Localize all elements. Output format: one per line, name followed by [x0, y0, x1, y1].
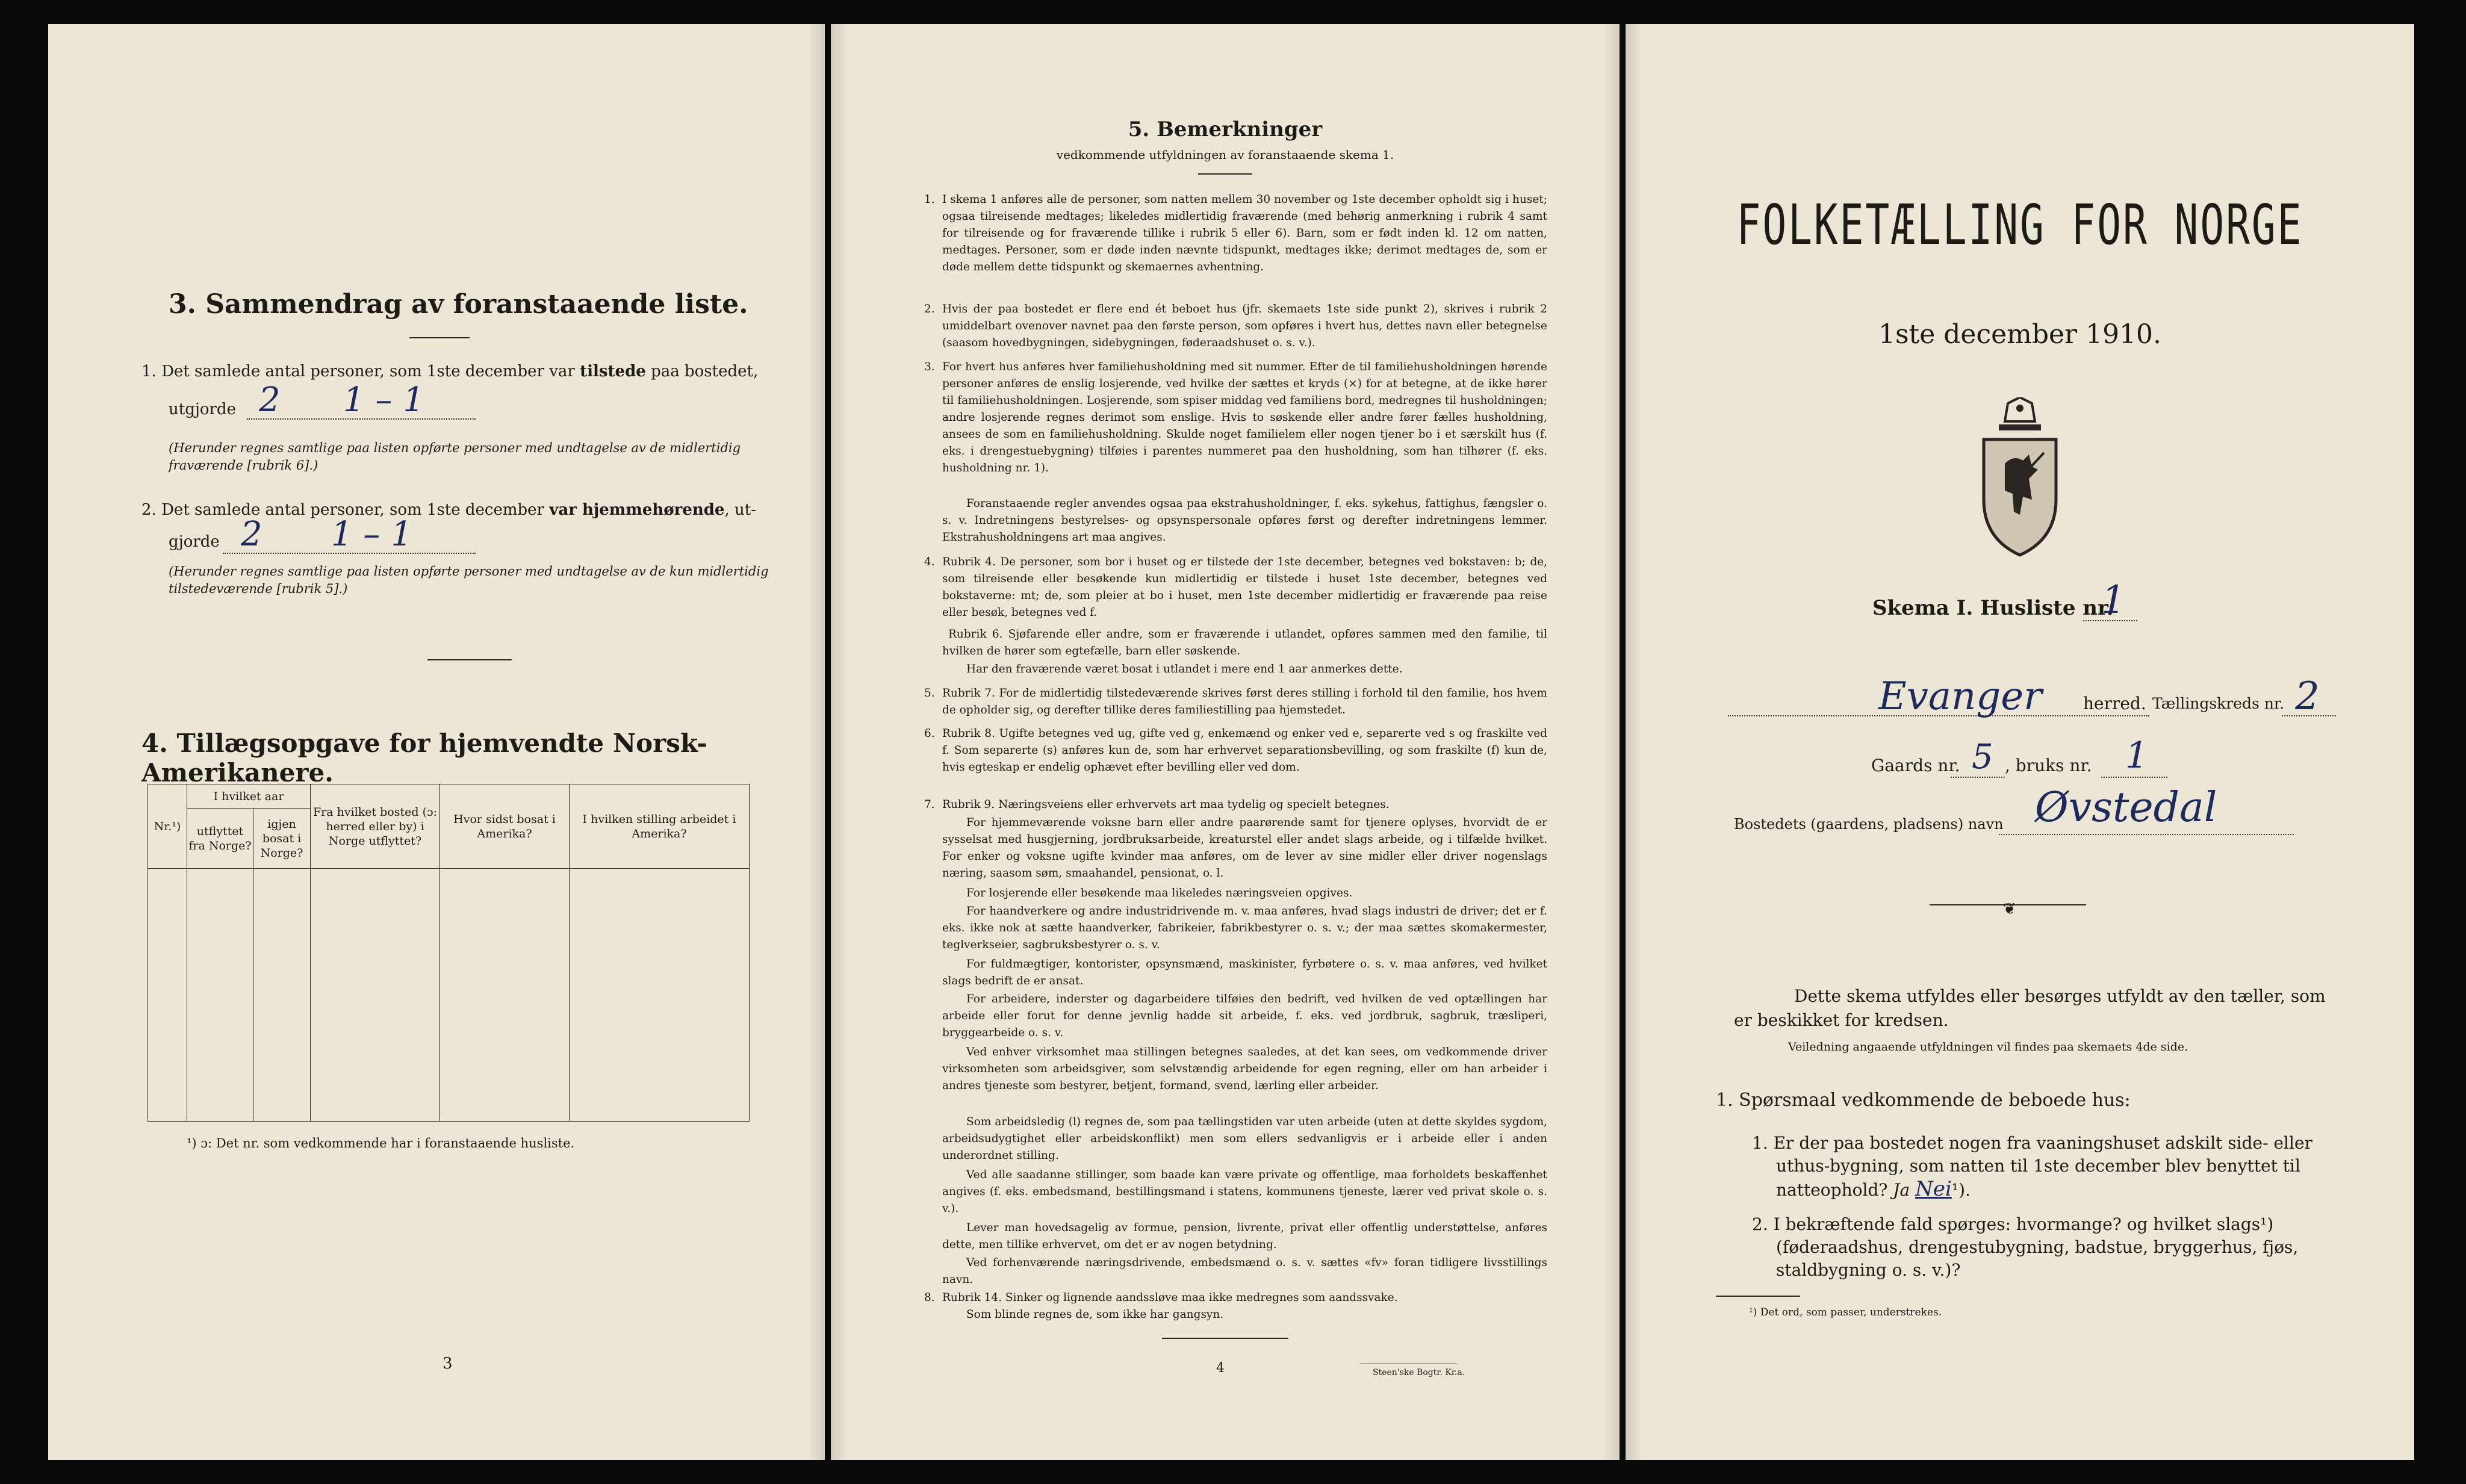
remark-7: 7. Rubrik 9. Næringsveiens eller erhvervets art maa tydelig og specielt betegnes.	[924, 798, 1390, 811]
table-body-empty	[148, 869, 750, 1122]
remarks-subtitle: vedkommende utfyldningen av foranstaaende skema 1.	[1056, 147, 1394, 162]
item-text: paa bostedet,	[651, 362, 759, 380]
remark-5: 5. Rubrik 7. For de midlertidig tilstedeværende skrives først deres stilling i forhold til den familie, hos hvem de opholder sig, og derefter tillike deres familiestilling paa hjemstedet.	[924, 687, 1547, 716]
instruction-text: Dette skema utfyldes eller besørges utfyldt av den tæller, som er beskikket for kredsen.	[1734, 986, 2326, 1030]
section3-item2	[141, 500, 792, 520]
item-text-bold: var hjemmehørende	[549, 501, 725, 519]
item-text: , ut-	[724, 501, 756, 519]
kreds-label: Tællingskreds nr.	[2152, 695, 2285, 712]
col-utflyttet: utflyttet fra Norge?	[187, 809, 253, 869]
remark-2: 2. Hvis der paa bostedet er flere end ét beboet hus (jfr. skemaets 1ste side punkt 2), skrives i rubrik 2 umiddelbart ovenover navnet paa den første person, som opføres i hvert hus, dettes navn eller betegnelse (saasom hovedbygningen, sidebygningen, føderaadshuset o. s. v.).	[924, 303, 1547, 349]
remark-7h: Ved alle saadanne stillinger, som baade kan være private og offentlige, maa forholdets beskaffenhet angives (f. eks. embedsmand, bestillingsmand i statens, kommunens tjeneste, lærer ved privat skole o. s. v.).	[942, 1169, 1547, 1215]
item1-note: (Herunder regnes samtlige paa listen opførte personer med undtagelse av de midlertidig fraværende [rubrik 6].)	[169, 441, 741, 473]
norsk-amerikanere-table	[148, 784, 750, 1122]
divider	[409, 337, 470, 338]
handwritten-answer-nei: Nei	[1915, 1177, 1952, 1201]
page-right	[1626, 24, 2414, 1460]
remark-4: 4. Rubrik 4. De personer, som bor i huset og er tilstede der 1ste december, betegnes ved bokstaven: b; de, som tilreisende eller besøkende kun midlertidig er tilstede i huset 1ste december, betegnes ved bokstaverne: mt; de, som pleier at bo i huset, men 1ste december midlertidig er fraværende paa reise eller besøk, betegnes ved f.	[924, 556, 1547, 619]
handwritten-total: 2	[241, 515, 262, 554]
col-stilling: I hvilken stilling arbeidet i Amerika?	[570, 784, 750, 869]
section3-title: 3. Sammendrag av foranstaaende liste.	[169, 289, 748, 320]
remark-8b: Som blinde regnes de, som ikke har gangsyn.	[966, 1308, 1224, 1321]
remark-8: 8. Rubrik 14. Sinker og lignende aandssløve maa ikke medregnes som aandssvake.	[924, 1291, 1398, 1304]
remark-4c: Har den fraværende været bosat i utlandet i mere end 1 aar anmerkes dette.	[966, 663, 1403, 675]
col-group-year: I hvilket aar	[187, 784, 311, 809]
remark-7d: For fuldmægtiger, kontorister, opsynsmænd, maskinister, fyrbøtere o. s. v. maa anføres, ved hvilket slags bedrift de er ansat.	[942, 958, 1547, 987]
page-number: 3	[443, 1355, 453, 1373]
section4-title: 4. Tillægsopgave for hjemvendte Norsk-Amerikanere.	[141, 728, 707, 787]
handwritten-kreds-nr: 2	[2295, 674, 2320, 719]
page-fold-shadow	[1603, 24, 1620, 1460]
remark-7b: For losjerende eller besøkende maa likeledes næringsveien opgives.	[966, 887, 1353, 899]
col-nr: Nr.¹)	[148, 784, 187, 869]
fill-line	[1951, 777, 2005, 778]
page-fold-shadow	[831, 24, 848, 1460]
handwritten-bosted: Øvstedal	[2035, 784, 2217, 831]
handwritten-split: 1 – 1	[343, 380, 424, 420]
col-bosat: igjen bosat i Norge?	[253, 809, 311, 869]
remark-6: 6. Rubrik 8. Ugifte betegnes ved ug, gifte ved g, enkemænd og enker ved e, separerte ved s og fraskilte ved f. Som separerte (s) anføres kun de, som har erhvervet separationsbevilling, og som fraskilte (f) kun de, hvis egteskap er endelig ophævet efter bevilling eller ved dom.	[924, 727, 1547, 774]
item-number: 2.	[141, 501, 157, 519]
printer-mark: Steen'ske Bogtr. Kr.a.	[1373, 1368, 1465, 1377]
divider	[1162, 1338, 1288, 1339]
item-text: Det samlede antal personer, som 1ste december	[161, 501, 544, 519]
divider	[1716, 1296, 1800, 1297]
ornament-icon: ❦	[2003, 900, 2016, 918]
census-date: 1ste december 1910.	[1878, 319, 2162, 350]
handwritten-total: 2	[259, 380, 281, 420]
col-bosted: Fra hvilket bosted (ɔ: herred eller by) i Norge utflyttet?	[311, 784, 440, 869]
bruks-label: , bruks nr.	[2005, 756, 2092, 775]
section4-footnote: ¹) ɔ: Det nr. som vedkommende har i foranstaaende husliste.	[187, 1136, 575, 1150]
remark-7e: For arbeidere, inderster og dagarbeidere tilføies den bedrift, ved hvilken de ved optællingen har arbeide eller forut for denne jevnlig hadde sit arbeide, f. eks. ved jordbruk, sagbruk, træsliperi, bryggearbeide o. s. v.	[942, 993, 1547, 1039]
fill-line	[2101, 777, 2167, 778]
item-text-bold: tilstede	[580, 362, 646, 380]
handwritten-gaards-nr: 5	[1972, 737, 1993, 777]
remark-7g: Som arbeidsledig (l) regnes de, som paa tællingstiden var uten arbeide (uten at dette skyldes sygdom, arbeidsudygtighet eller arbeidskonflikt) men som ellers sedvanligvis er i arbeide eller i anden underordnet stilling.	[942, 1116, 1547, 1162]
answer-ja: Ja	[1893, 1180, 1910, 1200]
page-middle	[831, 24, 1620, 1460]
instruction-small: Veiledning angaaende utfyldningen vil findes paa skemaets 4de side.	[1788, 1040, 2188, 1054]
section3-item1	[141, 361, 792, 382]
herred-label: herred.	[2083, 694, 2146, 713]
handwritten-bruks-nr: 1	[2125, 734, 2149, 777]
handwritten-herred: Evanger	[1878, 674, 2042, 719]
skema-label: Skema I. Husliste nr.	[1872, 596, 2114, 620]
question-heading: 1. Spørsmaal vedkommende de beboede hus:	[1716, 1090, 2131, 1111]
remark-7a: For hjemmeværende voksne barn eller andre paarørende samt for tjenere oplyses, hvorvidt de er sysselsat med husgjerning, jordbruksarbeide, kreaturstel eller andet slags arbeide, og i tilfælde hvilket. For enker og voksne ugifte kvinder maa anføres, om de lever av sine midler eller driver nogenslags næring, saasom søm, smaahandel, pensionat, o. l.	[942, 816, 1547, 880]
handwritten-split: 1 – 1	[331, 515, 412, 554]
remark-7c: For haandverkere og andre industridrivende m. v. maa anføres, hvad slags industri de driver; det er f. eks. ikke nok at sætte haandverker, fabrikeier, fabrikbestyrer o. s. v.; der maa sættes skomakermester, teglverkseier, sagbruksbestyrer o. s. v.	[942, 905, 1547, 951]
remark-3: 3. For hvert hus anføres hver familiehusholdning med sit nummer. Efter de til familiehusholdningen hørende personer anføres de enslig losjerende, ved hvilke der sættes et kryds (×) for at betegne, at de ikke hører til familiehusholdningen. Losjerende, som spiser middag ved familiens bord, medregnes til husholdningen; andre losjerende regnes derimot som enslige. Hvis to søskende eller andre fører fælles husholdning, ansees de som en familiehusholdning. Skulde noget familielem eller nogen tjener bo i et særskilt hus (f. eks. i drengestuebygning) tilføies i parentes nummeret paa den husholdning, som han tilhører (f. eks. husholdning nr. 1).	[924, 361, 1547, 474]
col-amerika-bosat: Hvor sidst bosat i Amerika?	[440, 784, 570, 869]
divider	[1198, 173, 1252, 175]
divider	[427, 659, 512, 660]
form-title: FOLKETÆLLING FOR NORGE	[1736, 193, 2303, 257]
page-left	[48, 24, 825, 1460]
remark-7f: Ved enhver virksomhet maa stillingen betegnes saaledes, at det kan sees, om vedkommende driver virksomheten som arbeidsgiver, som selvstændig arbeidende for egen regning, eller om han arbeider i andres tjeneste som bestyrer, betjent, formand, svend, lærling eller arbeider.	[942, 1046, 1547, 1092]
remark-1: 1. I skema 1 anføres alle de personer, som natten mellem 30 november og 1ste december opholdt sig i huset; ogsaa tilreisende medtages; likeledes midlertidig fraværende (med behørig anmerkning i rubrik 4 samt for tilreisende og for fraværende tillike i rubrik 5 eller 6). Barn, som er født inden kl. 12 om natten, medtages. Personer, som er døde inden nævnte tidspunkt, medtages ikke; derimot medtages de, som er døde mellem dette tidspunkt og skemaernes avhentning.	[924, 193, 1547, 273]
question-1: 1. Er der paa bostedet nogen fra vaaningshuset adskilt side- eller uthus-bygning, som natten til 1ste december blev benyttet til natteophold? Ja Nei¹).	[1752, 1133, 2312, 1201]
remark-3b: Foranstaaende regler anvendes ogsaa paa ekstrahusholdninger, f. eks. sykehus, fattighus, fængsler o. s. v. Indretningens bestyrelses- og opsynspersonale opføres først og derefter indretningens lemmer. Ekstrahusholdningens art maa angives.	[942, 497, 1547, 544]
remark-7i: Lever man hovedsagelig av formue, pension, livrente, privat eller offentlig understøttelse, anføres dette, men tillike erhvervet, om det er av nogen betydning.	[942, 1222, 1547, 1251]
handwritten-husliste-nr: 1	[2101, 578, 2126, 622]
gjorde-label: gjorde	[169, 533, 220, 551]
item-number: 1.	[141, 362, 157, 380]
page-fold-shadow	[1626, 24, 1642, 1460]
bosted-label: Bostedets (gaardens, pladsens) navn	[1734, 816, 2004, 833]
right-footnote: ¹) Det ord, som passer, understrekes.	[1749, 1306, 1942, 1318]
page-number: 4	[1216, 1361, 1225, 1376]
utgjorde-label: utgjorde	[169, 400, 237, 418]
remark-4b: Rubrik 6. Sjøfarende eller andre, som er fraværende i utlandet, opføres sammen med den familie, til hvilken de hører som egtefælle, barn eller søskende.	[942, 628, 1547, 657]
item-text: Det samlede antal personer, som 1ste december var	[161, 362, 575, 380]
question-2: 2. I bekræftende fald spørges: hvormange? og hvilket slags¹) (føderaadshus, drengestubygning, badstue, bryggerhus, fjøs, staldbygning o. s. v.)?	[1752, 1214, 2299, 1280]
remarks-title: 5. Bemerkninger	[1128, 117, 1323, 141]
remark-7j: Ved forhenværende næringsdrivende, embedsmænd o. s. v. sættes «fv» foran tidligere livsstillings navn.	[942, 1256, 1547, 1286]
fill-line	[1999, 834, 2294, 835]
item2-note: (Herunder regnes samtlige paa listen opførte personer med undtagelse av de kun midlertidig tilstedeværende [rubrik 5].)	[169, 564, 769, 596]
norwegian-coat-of-arms-icon	[1972, 397, 2068, 560]
gaards-label: Gaards nr.	[1871, 756, 1960, 775]
